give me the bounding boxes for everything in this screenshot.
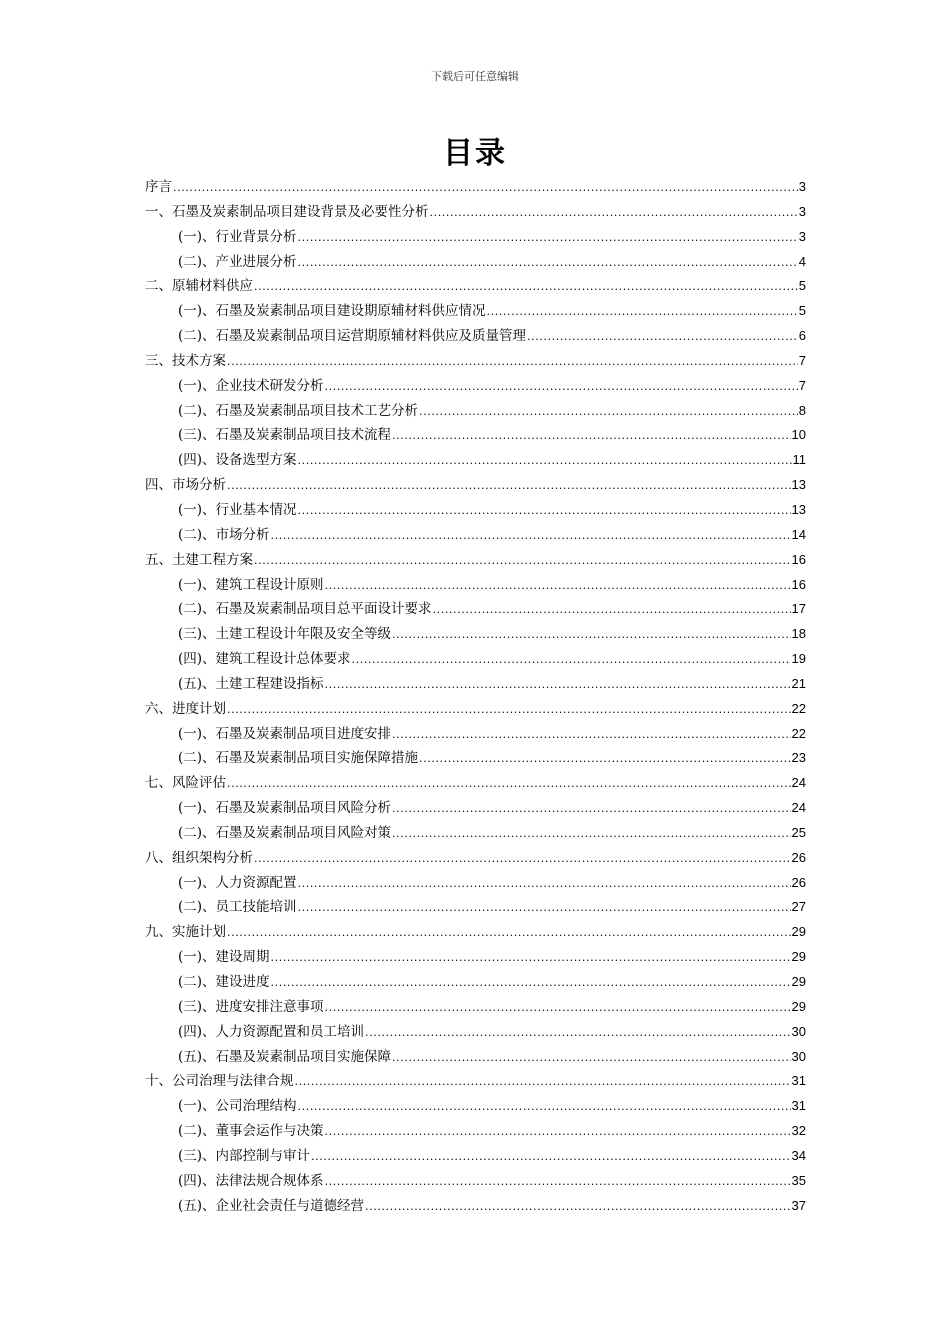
toc-chapter-entry[interactable] bbox=[145, 473, 806, 498]
toc-page-number: 26 bbox=[791, 874, 806, 890]
toc-page-number: 6 bbox=[798, 328, 806, 344]
toc-entry-label: (一)、行业基本情况 bbox=[178, 501, 297, 518]
toc-dot-leader bbox=[298, 448, 792, 474]
toc-chapter-entry[interactable] bbox=[145, 920, 806, 945]
toc-section-entry[interactable] bbox=[145, 597, 806, 622]
toc-section-entry[interactable] bbox=[145, 672, 806, 697]
toc-entry-label: (四)、建筑工程设计总体要求 bbox=[178, 651, 351, 668]
toc-page-number: 10 bbox=[791, 427, 806, 443]
toc-page-number: 3 bbox=[798, 228, 806, 244]
toc-entry-label: (三)、内部控制与审计 bbox=[178, 1147, 311, 1164]
toc-section-entry[interactable] bbox=[145, 1169, 806, 1194]
toc-title: 目录 bbox=[443, 136, 507, 171]
toc-entry-label: (一)、石墨及炭素制品项目风险分析 bbox=[178, 800, 392, 817]
toc-page-number: 14 bbox=[791, 526, 806, 542]
toc-page-number: 34 bbox=[791, 1147, 806, 1163]
toc-entry-label: (一)、石墨及炭素制品项目进度安排 bbox=[178, 725, 392, 742]
toc-entry-label: 一、石墨及炭素制品项目建设背景及必要性分析 bbox=[145, 203, 429, 220]
toc-dot-leader bbox=[227, 349, 798, 375]
toc-entry-label: 七、风险评估 bbox=[145, 775, 226, 792]
toc-page-number: 29 bbox=[791, 949, 806, 965]
toc-chapter-entry[interactable] bbox=[145, 349, 806, 374]
toc-page-number: 26 bbox=[791, 849, 806, 865]
toc-dot-leader bbox=[295, 1069, 791, 1095]
toc-section-entry[interactable] bbox=[145, 945, 806, 970]
toc-entry-label: 十、公司治理与法律合规 bbox=[145, 1073, 294, 1090]
toc-page-number: 29 bbox=[791, 998, 806, 1014]
toc-dot-leader bbox=[298, 225, 798, 251]
toc-dot-leader bbox=[392, 796, 790, 822]
toc-page-number: 13 bbox=[791, 501, 806, 517]
toc-section-entry[interactable] bbox=[145, 995, 806, 1020]
toc-page-number: 16 bbox=[791, 576, 806, 592]
toc-chapter-entry[interactable] bbox=[145, 274, 806, 299]
toc-dot-leader bbox=[271, 945, 791, 971]
toc-dot-leader bbox=[325, 1169, 791, 1195]
toc-page-number: 25 bbox=[791, 824, 806, 840]
toc-entry-label: 四、市场分析 bbox=[145, 477, 226, 494]
header-note: 下载后可任意编辑 bbox=[431, 70, 519, 83]
toc-chapter-entry[interactable] bbox=[145, 846, 806, 871]
toc-entry-label: (五)、土建工程建设指标 bbox=[178, 675, 324, 692]
toc-section-entry[interactable] bbox=[145, 374, 806, 399]
toc-page-number: 24 bbox=[791, 775, 806, 791]
toc-dot-leader bbox=[227, 473, 791, 499]
toc-page-number: 30 bbox=[791, 1048, 806, 1064]
toc-page-number: 23 bbox=[791, 750, 806, 766]
toc-page-number: 37 bbox=[791, 1197, 806, 1213]
toc-section-entry[interactable] bbox=[145, 871, 806, 896]
toc-dot-leader bbox=[298, 498, 791, 524]
toc-section-entry[interactable] bbox=[145, 796, 806, 821]
toc-section-entry[interactable] bbox=[145, 498, 806, 523]
toc-entry-label: (二)、石墨及炭素制品项目总平面设计要求 bbox=[178, 601, 432, 618]
toc-chapter-entry[interactable] bbox=[145, 697, 806, 722]
toc-section-entry[interactable] bbox=[145, 622, 806, 647]
toc-dot-leader bbox=[298, 250, 798, 276]
toc-page-number: 3 bbox=[798, 179, 806, 194]
toc-dot-leader bbox=[173, 175, 798, 201]
toc-entry-label: (二)、建设进度 bbox=[178, 974, 270, 990]
toc-page-number: 29 bbox=[791, 924, 806, 940]
toc-section-entry[interactable] bbox=[145, 523, 806, 548]
toc-chapter-entry[interactable] bbox=[145, 548, 806, 573]
toc-section-entry[interactable] bbox=[145, 1144, 806, 1169]
toc-dot-leader bbox=[430, 200, 798, 226]
toc-page-number: 30 bbox=[791, 1023, 806, 1039]
toc-page-number: 17 bbox=[791, 601, 806, 617]
toc-section-entry[interactable] bbox=[145, 250, 806, 275]
toc-chapter-entry[interactable] bbox=[145, 200, 806, 225]
toc-page-number: 5 bbox=[798, 278, 806, 294]
toc-dot-leader bbox=[311, 1144, 790, 1170]
toc-entry-label: (四)、设备选型方案 bbox=[178, 452, 297, 469]
toc-entry-label: (一)、石墨及炭素制品项目建设期原辅材料供应情况 bbox=[178, 303, 486, 320]
toc-entry-label: 五、土建工程方案 bbox=[145, 551, 253, 568]
toc-entry-label: 二、原辅材料供应 bbox=[145, 278, 253, 295]
toc-entry-label: (二)、石墨及炭素制品项目实施保障措施 bbox=[178, 750, 419, 767]
toc-page-number: 7 bbox=[798, 377, 806, 393]
toc-section-entry[interactable] bbox=[145, 399, 806, 424]
toc-entry-label: (五)、石墨及炭素制品项目实施保障 bbox=[178, 1048, 392, 1065]
toc-entry-label: (二)、董事会运作与决策 bbox=[178, 1123, 324, 1140]
toc-dot-leader bbox=[325, 995, 791, 1021]
toc-entry-label: (五)、企业社会责任与道德经营 bbox=[178, 1197, 365, 1214]
toc-dot-leader bbox=[365, 1194, 790, 1220]
toc-page-number: 22 bbox=[791, 725, 806, 741]
toc-entry-label: 六、进度计划 bbox=[145, 700, 226, 717]
toc-dot-leader bbox=[254, 846, 791, 872]
toc-dot-leader bbox=[352, 647, 791, 673]
toc-dot-leader bbox=[254, 274, 798, 300]
toc-entry-label: (一)、建筑工程设计原则 bbox=[178, 576, 324, 593]
toc-section-entry[interactable] bbox=[145, 970, 806, 995]
toc-page-number: 32 bbox=[791, 1123, 806, 1139]
toc-dot-leader bbox=[271, 523, 791, 549]
toc-entry-label: (一)、企业技术研发分析 bbox=[178, 377, 324, 394]
toc-page-number: 21 bbox=[791, 675, 806, 691]
toc-chapter-entry[interactable] bbox=[145, 771, 806, 796]
toc-section-entry[interactable] bbox=[145, 299, 806, 324]
toc-entry-label: (一)、建设周期 bbox=[178, 949, 270, 966]
toc-entry-label: (二)、员工技能培训 bbox=[178, 899, 297, 916]
toc-entry-label: (三)、进度安排注意事项 bbox=[178, 998, 324, 1015]
toc-dot-leader bbox=[433, 597, 791, 623]
toc-dot-leader bbox=[254, 548, 791, 574]
toc-entry-label: (二)、产业进展分析 bbox=[178, 253, 297, 270]
toc-entry-label: (二)、石墨及炭素制品项目运营期原辅材料供应及质量管理 bbox=[178, 328, 527, 345]
toc-entry-label: 三、技术方案 bbox=[145, 352, 226, 369]
toc-section-entry[interactable] bbox=[145, 225, 806, 250]
toc-dot-leader bbox=[527, 324, 798, 350]
toc-section-entry[interactable] bbox=[145, 895, 806, 920]
toc-dot-leader bbox=[227, 697, 791, 723]
toc-dot-leader bbox=[325, 374, 798, 400]
toc-section-entry[interactable] bbox=[145, 324, 806, 349]
toc-dot-leader bbox=[392, 1045, 790, 1071]
toc-entry-label: 八、组织架构分析 bbox=[145, 849, 253, 866]
toc-dot-leader bbox=[227, 920, 791, 946]
toc-section-entry[interactable] bbox=[145, 1020, 806, 1045]
toc-dot-leader bbox=[392, 821, 790, 847]
toc-page-number: 29 bbox=[791, 974, 806, 989]
toc-dot-leader bbox=[325, 672, 791, 698]
toc-section-entry[interactable] bbox=[145, 1094, 806, 1119]
toc-entry-label: (三)、土建工程设计年限及安全等级 bbox=[178, 626, 392, 643]
toc-dot-leader bbox=[271, 970, 791, 996]
toc-entry-label: (二)、石墨及炭素制品项目技术工艺分析 bbox=[178, 402, 419, 419]
toc-entry-label: 序言 bbox=[145, 179, 172, 195]
table-of-contents bbox=[145, 175, 806, 1218]
toc-page-number: 7 bbox=[798, 352, 806, 368]
toc-page-number: 19 bbox=[791, 651, 806, 667]
toc-page-number: 31 bbox=[791, 1073, 806, 1089]
toc-page-number: 18 bbox=[791, 626, 806, 642]
toc-dot-leader bbox=[419, 746, 790, 772]
toc-section-entry[interactable] bbox=[145, 573, 806, 598]
toc-entry-label: (一)、公司治理结构 bbox=[178, 1098, 297, 1115]
toc-page-number: 22 bbox=[791, 700, 806, 716]
toc-entry-label: (一)、行业背景分析 bbox=[178, 228, 297, 245]
toc-page-number: 3 bbox=[798, 203, 806, 219]
toc-entry-label: (四)、人力资源配置和员工培训 bbox=[178, 1023, 365, 1040]
toc-entry-label: (二)、石墨及炭素制品项目风险对策 bbox=[178, 824, 392, 841]
toc-chapter-entry[interactable] bbox=[145, 175, 806, 200]
toc-dot-leader bbox=[392, 423, 790, 449]
toc-page-number: 24 bbox=[791, 800, 806, 816]
toc-dot-leader bbox=[298, 895, 791, 921]
toc-page-number: 4 bbox=[798, 253, 806, 269]
toc-dot-leader bbox=[392, 622, 790, 648]
toc-dot-leader bbox=[392, 722, 790, 748]
toc-entry-label: (四)、法律法规合规体系 bbox=[178, 1172, 324, 1189]
toc-chapter-entry[interactable] bbox=[145, 1069, 806, 1094]
toc-dot-leader bbox=[227, 771, 791, 797]
toc-page-number: 8 bbox=[798, 402, 806, 418]
toc-dot-leader bbox=[419, 399, 798, 425]
toc-dot-leader bbox=[298, 871, 791, 897]
toc-section-entry[interactable] bbox=[145, 821, 806, 846]
toc-section-entry[interactable] bbox=[145, 1194, 806, 1219]
toc-page-number: 11 bbox=[792, 452, 806, 468]
toc-section-entry[interactable] bbox=[145, 448, 806, 473]
toc-dot-leader bbox=[487, 299, 798, 325]
toc-dot-leader bbox=[298, 1094, 791, 1120]
toc-section-entry[interactable] bbox=[145, 647, 806, 672]
toc-entry-label: (二)、市场分析 bbox=[178, 526, 270, 543]
toc-dot-leader bbox=[325, 573, 791, 599]
toc-entry-label: (一)、人力资源配置 bbox=[178, 874, 297, 891]
toc-page-number: 13 bbox=[791, 477, 806, 493]
toc-entry-label: (三)、石墨及炭素制品项目技术流程 bbox=[178, 427, 392, 444]
toc-page-number: 16 bbox=[791, 551, 806, 567]
toc-dot-leader bbox=[365, 1020, 790, 1046]
toc-page-number: 27 bbox=[791, 899, 806, 915]
toc-section-entry[interactable] bbox=[145, 423, 806, 448]
toc-page-number: 35 bbox=[791, 1172, 806, 1188]
toc-page-number: 31 bbox=[791, 1098, 806, 1114]
toc-dot-leader bbox=[325, 1119, 791, 1145]
toc-page-number: 5 bbox=[798, 303, 806, 319]
toc-entry-label: 九、实施计划 bbox=[145, 924, 226, 941]
toc-section-entry[interactable] bbox=[145, 722, 806, 747]
toc-section-entry[interactable] bbox=[145, 746, 806, 771]
toc-section-entry[interactable] bbox=[145, 1045, 806, 1070]
toc-section-entry[interactable] bbox=[145, 1119, 806, 1144]
